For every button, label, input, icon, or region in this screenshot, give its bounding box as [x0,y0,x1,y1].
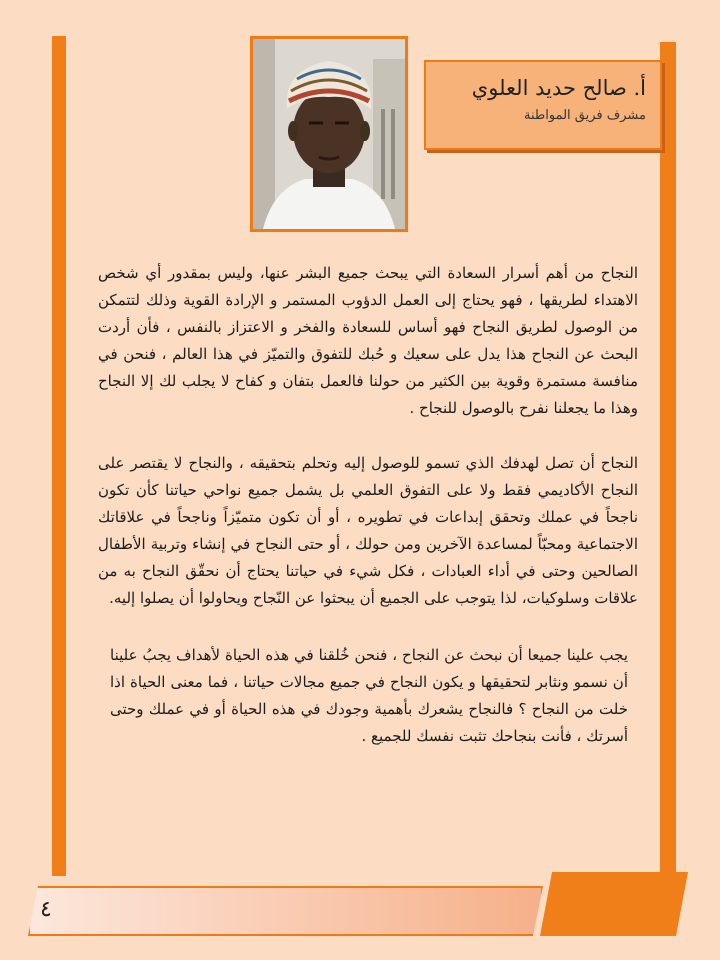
page-number: ٤ [40,897,52,922]
article-paragraph-1: النجاح من أهم أسرار السعادة التي يبحث جميع البشر عنها، وليس بمقدور أي شخص الاهتداء لطريقها ، فهو يحتاج إلى العمل الدؤوب المستمر و الإرادة القوية وذلك لتتمكن من الوصول لطريق النجاح فهو أساس للسعادة والفخر و الاعتزاز بالنفس ، فأن أردت البحث عن النجاح هذا يدل على سعيك و حُبك للتفوق والتميّز في هذا العالم ، فنحن في منافسة مستمرة وقوية بين الكثير من حولنا فالعمل بتفان و كفاح لا يجلب لك إلا النجاح وهذا ما يجعلنا نفرح بالوصول للنجاح . [98,264,638,417]
right-orange-bar [660,42,676,878]
footer-bar [28,886,543,936]
author-photo [250,36,408,232]
author-name: أ. صالح حديد العلوي [471,76,646,100]
portrait-image [253,39,405,229]
article-paragraph-3: يجب علينا جميعا أن نبحث عن النجاح ، فنحن خُلقنا في هذه الحياة لأهداف يجبُ علينا أن نسمو ونثابر لتحقيقها و يكون النجاح في جميع مجالات حياتنا ، فما معنى الحياة اذا خلت من النجاح ؟ فالنجاح يشعرك بأهمية وجودك في هذه الحياة أو في عملك وحتى أسرتك ، فأنت بنجاحك تثبت نفسك للجميع . [110,646,628,745]
footer-accent-block [540,872,688,936]
author-box [424,60,662,150]
author-role: مشرف فريق المواطنة [524,108,646,123]
left-orange-bar [52,36,66,876]
article-body [98,260,638,750]
article-paragraph-2: النجاح أن تصل لهدفك الذي تسمو للوصول إليه وتحلم بتحقيقه ، والنجاح لا يقتصر على النجاح الأكاديمي فقط ولا على التفوق العلمي بل يشمل جميع نواحي حياتنا كأن تكون ناجحاً في عملك وتحقق إبداعات في تطويره ، أو أن تكون متميّزاً وناجحاً في علاقاتك الاجتماعية ومحبّاً لمساعدة الآخرين ومن حولك ، أو حتى النجاح في إنشاء وتربية الأطفال الصالحين وحتى في أداء العبادات ، فكل شيء في حياتنا يحتاج أن نحقّق النجاح به من علاقات وسلوكيات، لذا يتوجب على الجميع أن يبحثوا عن النّجاح ويحاولوا أن يصلوا إليه. [98,454,638,607]
